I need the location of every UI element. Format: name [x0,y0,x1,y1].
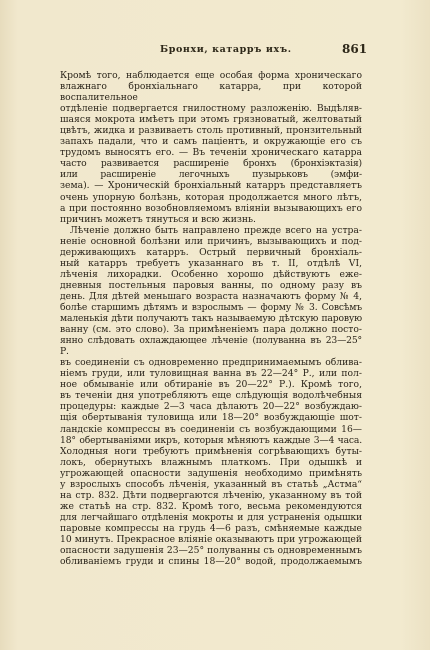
text-line: часто развивается расширеніе бронхъ (бронхіэктазія) [60,158,362,170]
text-line: шаяся мокрота имѣетъ при этомъ грязноватый, желтоватый [60,114,362,126]
text-line: лѣченія лихорадки. Особенно хорошо дѣйствуютъ еже- [60,268,362,280]
text-line: влажнаго бронхіальнаго катарра, при которой воспалительное [60,81,362,104]
text-line: Лѣченіе должно быть направлено прежде всего на устра- [70,224,362,236]
text-line: въ соединеніи съ одновременно предпринимаемымъ облива- [60,357,362,369]
body-text [60,70,362,567]
text-line: ное обмываніе или обтираніе въ 20—22° Р.). Кромѣ того, [60,379,362,391]
text-line: или расширеніе легочныхъ пузырьковъ (эмфи- [60,169,362,181]
text-line: зема). — Хроническій бронхіальный катарръ представляетъ [60,180,362,192]
text-line: опасности задушенія 23—25° полуванны съ одновременнымъ [60,545,362,557]
text-line: цвѣтъ, жидка и развиваетъ столь противный, пронзительный [60,125,362,137]
text-line: трудомъ выносятъ его. — Въ теченіи хроническаго катарра [60,147,362,159]
text-line: держивающихъ катарръ. Острый первичный бронхіаль- [60,246,362,258]
page-number: 861 [342,42,368,56]
text-line: Кромѣ того, наблюдается еще особая форма хроническаго [60,70,362,81]
text-line: процедуры: каждые 2—3 часа дѣлаютъ 20—22° возбуждаю- [60,401,362,413]
text-line: Холодныя ноги требуютъ примѣненія согрѣвающихъ буты- [60,445,362,457]
text-line: на стр. 832. Дѣти подвергаются лѣченію, указанному въ той [60,489,362,501]
text-line: неніе основной болѣзни или причинъ, вызывающихъ и под- [60,235,362,247]
text-line: щія обертыванія туловища или 18—20° возбуждающіе шот- [60,412,362,424]
text-line: въ теченіи дня употребляютъ еще слѣдующія водолѣчебныя [60,390,362,402]
text-line: 10 минутъ. Прекрасное вліяніе оказываютъ при угрожающей [60,533,362,545]
text-line: а при постоянно возобновляемомъ вліяніи вызывающихъ его [60,202,362,214]
text-line: локъ, обернутыхъ влажнымъ платкомъ. При одышкѣ и [60,456,362,468]
text-line: очень упорную болѣзнь, которая продолжается много лѣтъ, [60,191,362,203]
text-line: ніемъ груди, или туловищная ванна въ 22—24° Р., или пол- [60,368,362,380]
text-line: ный катарръ требуетъ указаннаго въ т. II, отдѣлѣ VI, [60,257,362,269]
text-line: паровые компрессы на грудь 4—6 разъ, смѣняемые каждые [60,522,362,534]
text-line: причинъ можетъ тянуться и всю жизнь. [60,213,256,225]
running-head: Бронхи, катарръ ихъ. [160,44,292,55]
text-line: у взрослыхъ способъ лѣченія, указанный въ статьѣ „Астма“ [60,478,362,490]
text-line: день. Для дѣтей меньшаго возраста назначаютъ форму № 4, [60,290,362,302]
text-line: запахъ падали, что и самъ паціентъ, и окружающіе его съ [60,136,362,148]
text-line: для легчайшаго отдѣленія мокроты и для устраненія одышки [60,511,362,523]
text-line: 18° обертываніями икръ, которыя мѣняютъ каждые 3—4 часа. [60,434,362,446]
text-line: янно слѣдовать охлаждающее лѣченіе (полуванна въ 23—25° Р. [60,335,362,358]
text-line: угрожающей опасности задушенія необходимо примѣнять [60,467,362,479]
text-line: маленькія дѣти получаютъ такъ называемую дѣтскую паровую [60,313,362,325]
text-line: ванну (см. это слово). За примѣненіемъ пара должно посто- [60,324,362,336]
page-header [0,44,430,60]
text-line: обливаніемъ груди и спины 18—20° водой, продолжаемымъ [60,556,362,568]
text-line: же статьѣ на стр. 832. Кромѣ того, весьма рекомендуются [60,500,362,512]
text-line: ландскіе компрессы въ соединеніи съ возбуждающими 16— [60,423,362,435]
text-line: дневныя постельныя паровыя ванны, по одному разу въ [60,279,362,291]
text-line: отдѣленіе подвергается гнилостному разложенію. Выдѣляв- [60,103,362,115]
text-line: болѣе старшимъ дѣтямъ и взрослымъ — форму № 3. Совсѣмъ [60,301,362,313]
